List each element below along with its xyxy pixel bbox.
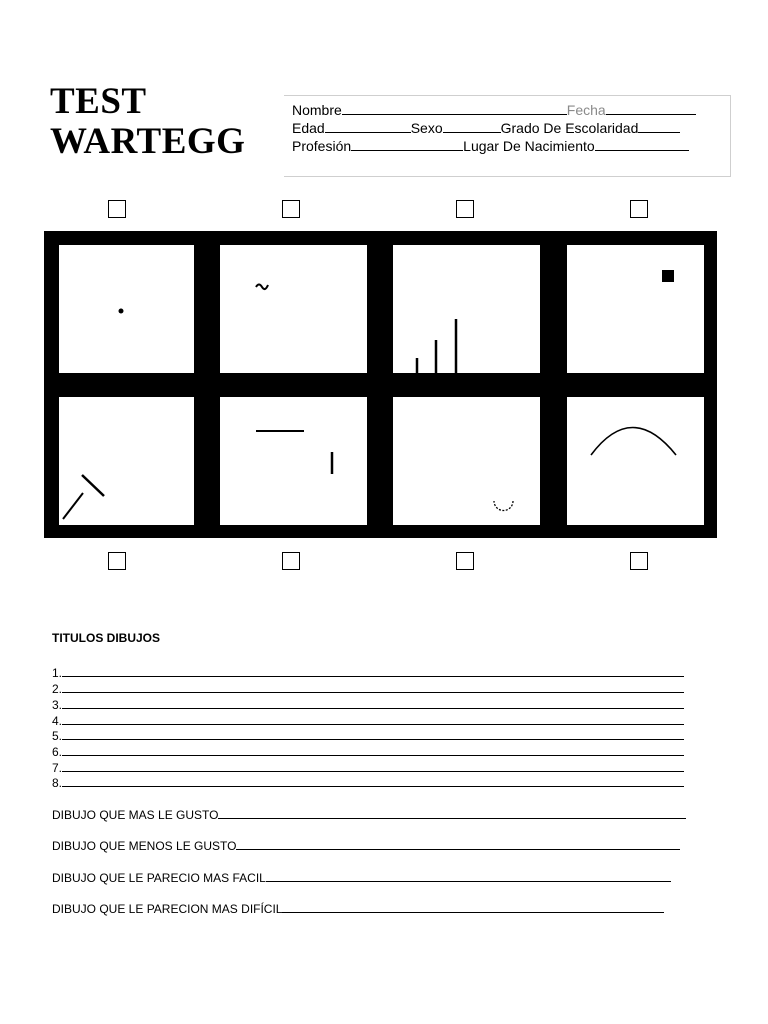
drawing-titles-heading: TITULOS DIBUJOS bbox=[52, 631, 161, 645]
sexo-field[interactable] bbox=[443, 120, 501, 133]
checkbox-drawing-3[interactable] bbox=[456, 200, 474, 218]
fecha-field[interactable] bbox=[606, 102, 696, 115]
title-line-1: TEST bbox=[50, 81, 147, 122]
lugar-field[interactable] bbox=[595, 138, 689, 151]
checkbox-drawing-7[interactable] bbox=[456, 552, 474, 570]
title-line-7[interactable]: 7. bbox=[52, 761, 684, 775]
stimulus-line-b bbox=[82, 475, 104, 496]
edad-label: Edad bbox=[292, 120, 325, 136]
profesion-field[interactable] bbox=[351, 138, 463, 151]
stimulus-dot bbox=[119, 309, 124, 314]
lugar-label: Lugar De Nacimiento bbox=[463, 138, 595, 154]
wartegg-drawing-grid bbox=[44, 231, 717, 538]
nombre-label: Nombre bbox=[292, 102, 342, 118]
title-line-2[interactable]: 2. bbox=[52, 682, 684, 696]
checkbox-drawing-4[interactable] bbox=[630, 200, 648, 218]
stimulus-tilde bbox=[256, 285, 268, 290]
test-title bbox=[50, 82, 245, 162]
sexo-label: Sexo bbox=[410, 120, 443, 136]
info-row-3 bbox=[292, 138, 689, 154]
grado-field[interactable] bbox=[638, 120, 680, 133]
stimulus-dotted-arc bbox=[494, 501, 513, 511]
question-easiest[interactable]: DIBUJO QUE LE PARECIO MAS FACIL bbox=[52, 871, 671, 885]
checkbox-drawing-8[interactable] bbox=[630, 552, 648, 570]
stimulus-square bbox=[662, 270, 674, 282]
question-most-liked[interactable]: DIBUJO QUE MAS LE GUSTO bbox=[52, 808, 686, 822]
question-least-liked[interactable]: DIBUJO QUE MENOS LE GUSTO bbox=[52, 839, 680, 853]
nombre-field[interactable] bbox=[342, 102, 567, 115]
title-line-6[interactable]: 6. bbox=[52, 745, 684, 759]
title-line-4[interactable]: 4. bbox=[52, 714, 684, 728]
info-row-1 bbox=[292, 102, 696, 118]
title-line-2: WARTEGG bbox=[50, 121, 246, 162]
stimulus-marks bbox=[44, 231, 717, 538]
question-hardest[interactable]: DIBUJO QUE LE PARECION MAS DIFÍCIL bbox=[52, 902, 664, 916]
fecha-label: Fecha bbox=[566, 102, 606, 118]
grado-label: Grado De Escolaridad bbox=[500, 120, 639, 136]
edad-field[interactable] bbox=[325, 120, 411, 133]
title-line-8[interactable]: 8. bbox=[52, 776, 684, 790]
title-line-5[interactable]: 5. bbox=[52, 729, 684, 743]
title-line-3[interactable]: 3. bbox=[52, 698, 684, 712]
stimulus-large-arc bbox=[591, 428, 676, 456]
title-line-1[interactable]: 1. bbox=[52, 666, 684, 680]
info-row-2 bbox=[292, 120, 680, 136]
personal-info-box bbox=[284, 95, 731, 177]
checkbox-drawing-2[interactable] bbox=[282, 200, 300, 218]
checkbox-drawing-1[interactable] bbox=[108, 200, 126, 218]
checkbox-drawing-5[interactable] bbox=[108, 552, 126, 570]
checkbox-drawing-6[interactable] bbox=[282, 552, 300, 570]
profesion-label: Profesión bbox=[292, 138, 352, 154]
stimulus-line-a bbox=[63, 493, 83, 519]
